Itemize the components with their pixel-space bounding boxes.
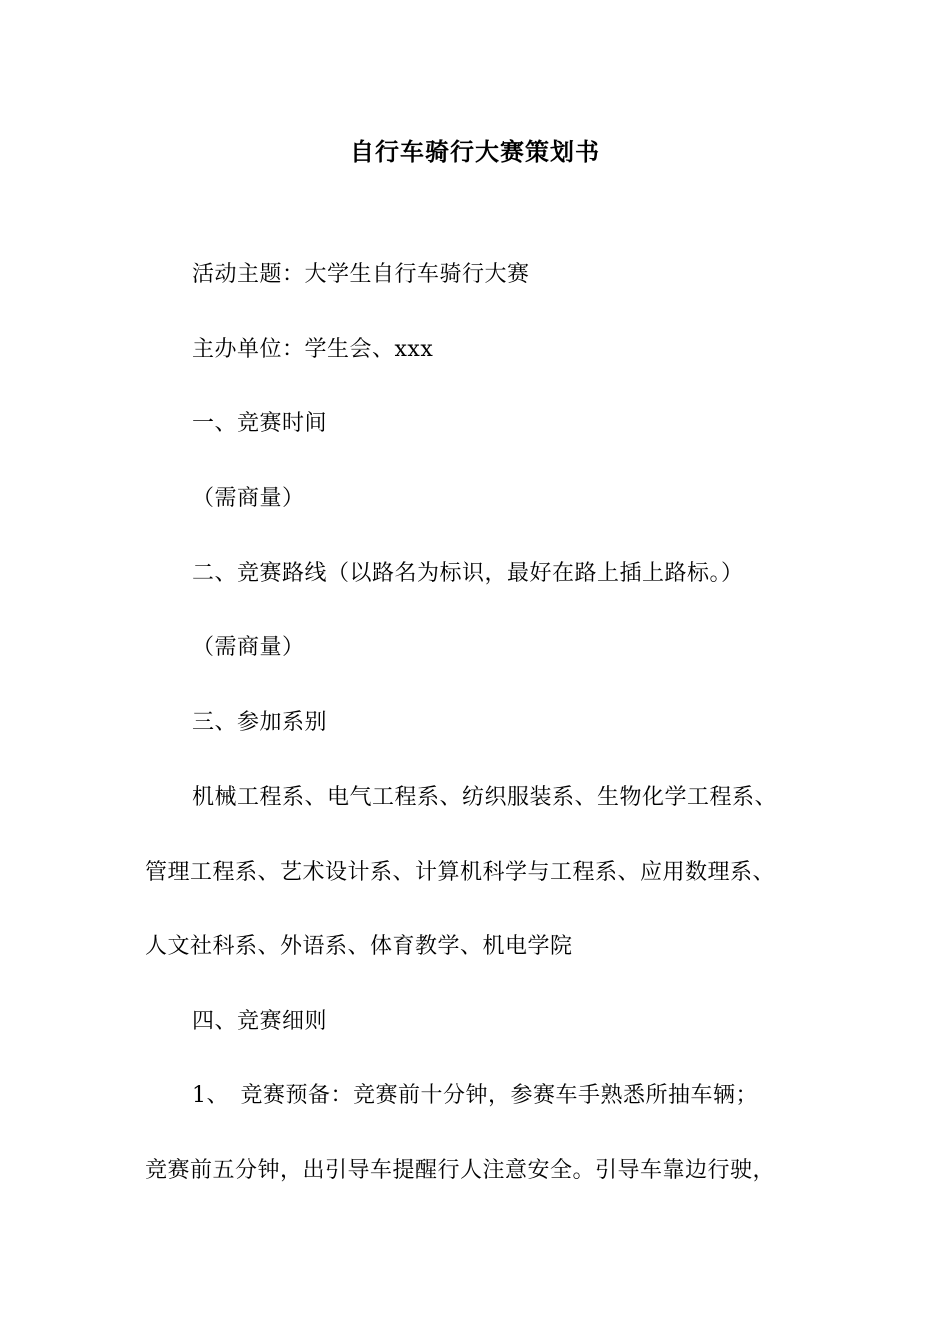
paragraph-departments-line-3: 人文社科系、外语系、体育教学、机电学院 bbox=[145, 934, 573, 959]
heading-participating-departments: 三、参加系别 bbox=[192, 710, 328, 735]
document-title: 自行车骑行大赛策划书 bbox=[350, 137, 600, 166]
paragraph-departments-line-1: 机械工程系、电气工程系、纺织服装系、生物化学工程系、 bbox=[192, 785, 778, 810]
paragraph-rule-1-line-1: 1、 竞赛预备：竞赛前十分钟，参赛车手熟悉所抽车辆； bbox=[192, 1083, 758, 1108]
paragraph-rule-1-line-2: 竞赛前五分钟，出引导车提醒行人注意安全。引导车靠边行驶， bbox=[145, 1158, 776, 1183]
heading-competition-time: 一、竞赛时间 bbox=[192, 411, 328, 436]
paragraph-activity-theme: 活动主题：大学生自行车骑行大赛 bbox=[192, 262, 530, 287]
paragraph-route-tbd: （需商量） bbox=[192, 635, 305, 660]
paragraph-organizer: 主办单位：学生会、xxx bbox=[192, 337, 434, 362]
heading-competition-route: 二、竞赛路线（以路名为标识，最好在路上插上路标。） bbox=[192, 561, 744, 586]
heading-competition-rules: 四、竞赛细则 bbox=[192, 1009, 328, 1034]
paragraph-departments-line-2: 管理工程系、艺术设计系、计算机科学与工程系、应用数理系、 bbox=[145, 860, 776, 885]
paragraph-time-tbd: （需商量） bbox=[192, 486, 305, 511]
